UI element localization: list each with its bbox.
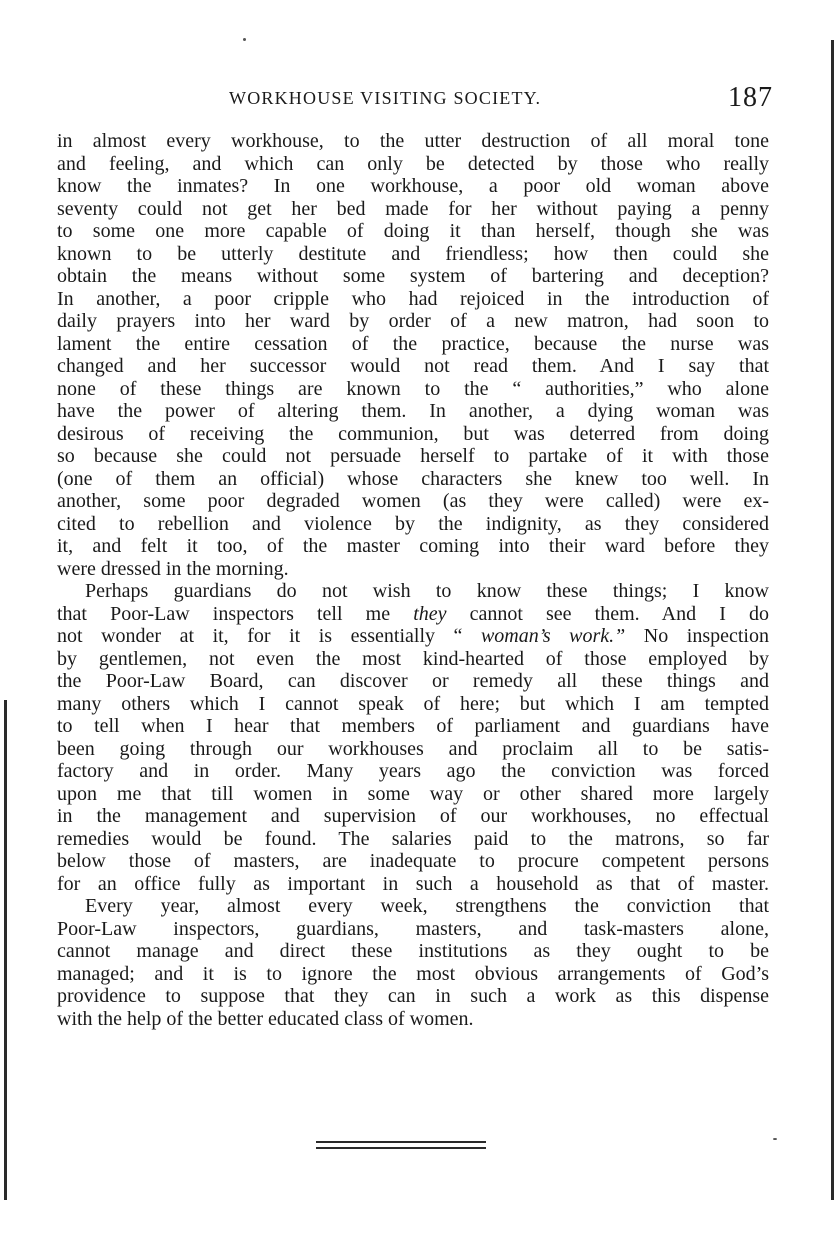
end-rule-lower xyxy=(316,1147,486,1149)
text-line: with the help of the better educated class of women. xyxy=(57,1007,474,1030)
text-line: cited to rebellion and violence by the indignity, as they considered xyxy=(57,512,769,535)
text-line: been going through our workhouses and proclaim all to be satis- xyxy=(57,737,769,760)
text-line: know the inmates? In one workhouse, a poor old woman above xyxy=(57,175,769,197)
text-line: by gentlemen, not even the most kind-hearted of those employed by xyxy=(57,647,769,670)
text-line: In another, a poor cripple who had rejoiced in the introduction of xyxy=(57,287,769,310)
text-line: obtain the means without some system of bartering and deception? xyxy=(57,265,769,287)
text-line: none of these things are known to the “ authorities,” who alone xyxy=(57,377,769,400)
text-line: known to be utterly destitute and friendless; how then could she xyxy=(57,242,769,265)
text-segment: cannot see them. And I do xyxy=(446,602,769,625)
end-rule-upper xyxy=(316,1141,486,1143)
text-line: were dressed in the morning. xyxy=(57,557,289,580)
text-line: it, and felt it too, of the master coming into their ward before they xyxy=(57,535,769,557)
text-line: the Poor-Law Board, can discover or remedy all these things and xyxy=(57,670,769,692)
page-edge-left xyxy=(4,700,7,1200)
page-edge-right xyxy=(831,40,834,1200)
text-line: another, some poor degraded women (as they were called) were ex- xyxy=(57,490,769,512)
text-line: lament the entire cessation of the practice, because the nurse was xyxy=(57,332,769,355)
text-line: Perhaps guardians do not wish to know these things; I know xyxy=(85,580,769,602)
text-line: remedies would be found. The salaries paid to the matrons, so far xyxy=(57,827,769,850)
text-segment: that Poor-Law inspectors tell me xyxy=(57,602,414,625)
running-title: WORKHOUSE VISITING SOCIETY. xyxy=(229,88,542,108)
text-line: providence to suppose that they can in such a work as this dispense xyxy=(57,985,769,1007)
text-line: cannot manage and direct these institutions as they ought to be xyxy=(57,940,769,962)
text-line: to tell when I hear that members of parliament and guardians have xyxy=(57,715,769,737)
page-header xyxy=(57,82,773,116)
text-line: many others which I cannot speak of here; but which I am tempted xyxy=(57,692,769,715)
print-speck xyxy=(773,1138,777,1140)
text-line: and feeling, and which can only be detected by those who really xyxy=(57,152,769,175)
text-line xyxy=(57,603,769,626)
text-line: changed and her successor would not read them. And I say that xyxy=(57,355,769,377)
page-number: 187 xyxy=(728,82,773,113)
text-line: have the power of altering them. In another, a dying woman was xyxy=(57,400,769,422)
text-line: (one of them an official) whose characters she knew too well. In xyxy=(57,467,769,490)
text-line: Poor-Law inspectors, guardians, masters, and task-masters alone, xyxy=(57,917,769,940)
italic-segment: they xyxy=(413,602,447,625)
body-text xyxy=(57,130,769,1030)
text-line: upon me that till women in some way or other shared more largely xyxy=(57,782,769,805)
text-line: in almost every workhouse, to the utter destruction of all moral tone xyxy=(57,130,769,152)
text-line: desirous of receiving the communion, but was deterred from doing xyxy=(57,422,769,445)
text-line: for an office fully as important in such a household as that of master. xyxy=(57,872,769,895)
text-line: below those of masters, are inadequate to procure competent persons xyxy=(57,850,769,872)
text-segment: not wonder at it, for it is essentially “ xyxy=(57,625,481,647)
text-line: so because she could not persuade herself to partake of it with those xyxy=(57,445,769,467)
italic-segment: woman’s work.” xyxy=(480,625,626,647)
text-line: daily prayers into her ward by order of a new matron, had soon to xyxy=(57,310,769,332)
text-line: factory and in order. Many years ago the conviction was forced xyxy=(57,760,769,782)
text-line: to some one more capable of doing it than herself, though she was xyxy=(57,220,769,242)
text-line: seventy could not get her bed made for her without paying a penny xyxy=(57,197,769,220)
text-line xyxy=(57,625,769,648)
text-line: in the management and supervision of our workhouses, no effectual xyxy=(57,805,769,827)
text-line: Every year, almost every week, strengthens the conviction that xyxy=(85,895,769,917)
text-segment: No inspection xyxy=(625,625,769,647)
text-line: managed; and it is to ignore the most obvious arrangements of God’s xyxy=(57,962,769,985)
print-speck xyxy=(243,38,246,41)
